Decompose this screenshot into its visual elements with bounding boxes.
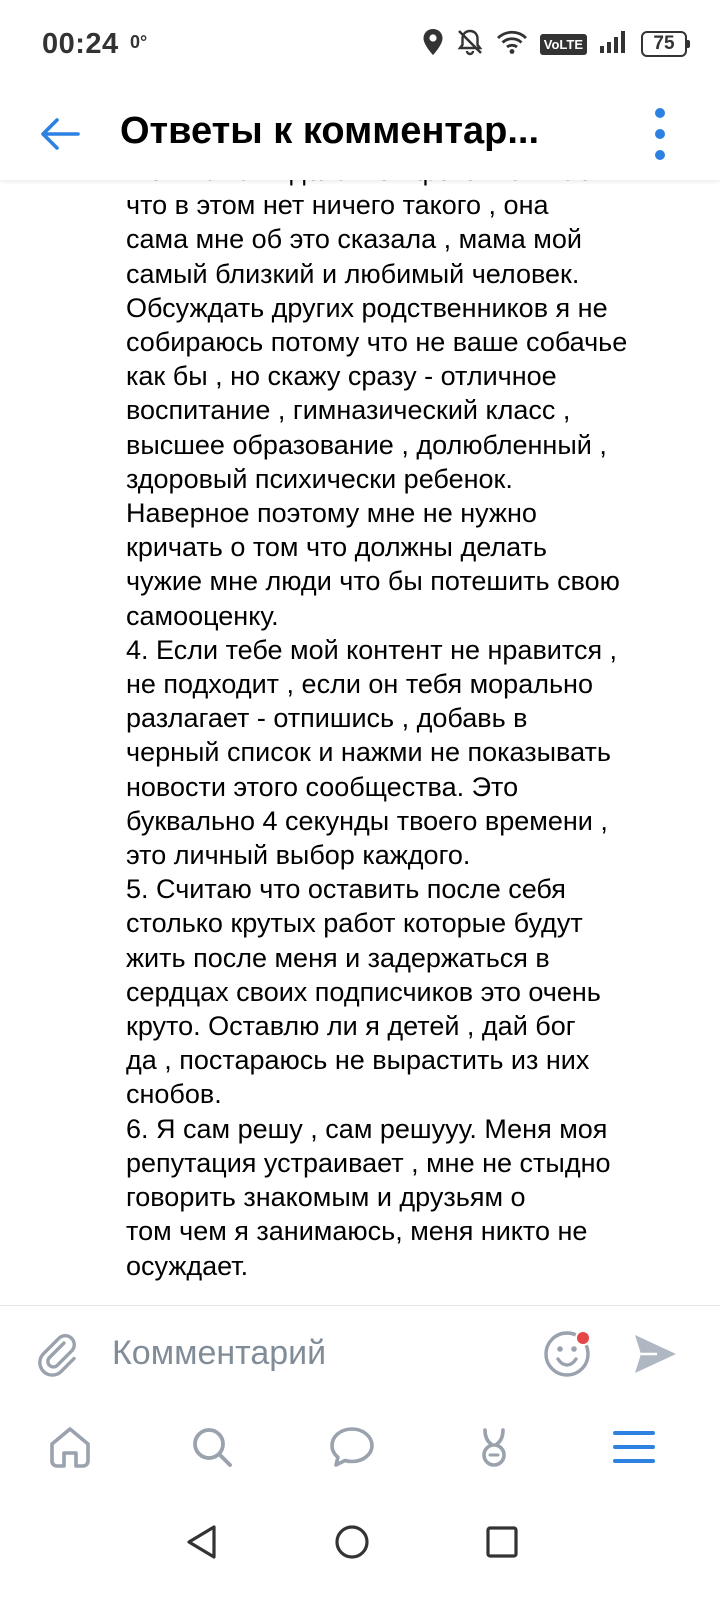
comment-line: не подходит , если он тебя морально — [126, 669, 593, 700]
tab-search[interactable] — [188, 1423, 236, 1471]
menu-icon — [611, 1424, 657, 1470]
comment-line: да , постараюсь не вырастить из них — [126, 1045, 590, 1076]
comment-line: 4. Если тебе мой контент не нравится , — [126, 634, 618, 665]
comment-input[interactable] — [112, 1330, 512, 1376]
status-icons — [422, 24, 690, 64]
comment-line: том чем я занимаюсь, меня никто не — [126, 1216, 588, 1247]
comment-line: говорить знакомым и друзьям о — [126, 1182, 526, 1213]
volte-icon: VoLTE — [540, 34, 587, 55]
system-home-button[interactable] — [332, 1522, 372, 1562]
more-vertical-icon — [655, 108, 665, 118]
comment-line: здоровый психически ребенок. — [126, 463, 513, 494]
comment-line: сама мне об это сказала , мама мой — [126, 224, 582, 255]
home-circle-icon — [334, 1524, 370, 1560]
tab-home[interactable] — [46, 1423, 94, 1471]
comment-line: это личный выбор каждого. — [126, 840, 471, 871]
comment-line: Обсуждать других родственников я не — [126, 292, 608, 323]
battery-level: 75 — [641, 31, 687, 57]
comment-line: воспитание , гимназический класс , — [126, 395, 571, 426]
comment-thread[interactable] — [0, 180, 720, 1305]
mute-icon — [456, 28, 484, 61]
comment-line: разлагает - отпишись , добавь в — [126, 703, 528, 734]
send-icon — [632, 1332, 678, 1376]
tab-menu[interactable] — [610, 1423, 658, 1471]
comment-line: что в этом нет ничего такого , она — [126, 190, 549, 221]
comment-line: 5. Считаю что оставить после себя — [126, 874, 566, 905]
recents-square-icon — [485, 1525, 519, 1559]
comment-line: сердцах своих подписчиков это очень — [126, 976, 601, 1007]
system-back-button[interactable] — [182, 1522, 222, 1562]
page-title: Ответы к комментар... — [120, 110, 540, 152]
battery-icon — [641, 31, 690, 57]
comment-line: 6. Я сам решу , сам решууу. Меня моя — [126, 1113, 608, 1144]
home-icon — [47, 1424, 93, 1470]
back-triangle-icon — [185, 1524, 219, 1560]
comment-line: самооценку. — [126, 600, 279, 631]
comment-line: осуждает. — [126, 1250, 249, 1281]
clips-icon — [471, 1424, 517, 1470]
back-button[interactable] — [36, 110, 84, 158]
location-icon — [422, 28, 444, 61]
tab-clips[interactable] — [470, 1423, 518, 1471]
system-navigation-bar — [0, 1494, 720, 1604]
comment-line: снобов. — [126, 1079, 222, 1110]
comment-line: кричать о том что должны делать — [126, 532, 547, 563]
bottom-tab-bar — [0, 1399, 720, 1494]
paperclip-icon — [34, 1330, 82, 1378]
status-time: 00:24 — [42, 28, 119, 60]
comment-line: репутация устраивает , мне не стыдно — [126, 1147, 611, 1178]
comment-line: жить после меня и задержаться в — [126, 942, 550, 973]
emoji-button[interactable] — [543, 1330, 591, 1378]
comment-line: самый близкий и любимый человек. — [126, 258, 580, 289]
comment-line: круто. Оставлю ли я детей , дай бог — [126, 1011, 576, 1042]
comment-line: новости этого сообщества. Это — [126, 771, 519, 802]
comment-line: собираюсь потому что не ваше собачье — [126, 327, 628, 358]
notification-dot — [575, 1330, 591, 1346]
comment-line: чужие мне люди что бы потешить свою — [126, 566, 620, 597]
app-header — [0, 90, 720, 180]
status-bar — [0, 0, 720, 90]
messages-icon — [328, 1424, 376, 1470]
comment-line: столько крутых работ которые будут — [126, 908, 583, 939]
status-temperature: 0° — [130, 32, 148, 52]
comment-line: буквально 4 секунды твоего времени , — [126, 805, 608, 836]
tab-messages[interactable] — [328, 1423, 376, 1471]
wifi-icon — [496, 29, 528, 60]
search-icon — [189, 1424, 235, 1470]
comment-text — [126, 154, 696, 1283]
comment-line: как бы , но скажу сразу - отличное — [126, 361, 557, 392]
more-options-button[interactable] — [648, 108, 672, 160]
attach-button[interactable] — [34, 1330, 82, 1378]
comment-line: Наверное поэтому мне не нужно — [126, 498, 537, 529]
send-button[interactable] — [632, 1332, 678, 1376]
system-recents-button[interactable] — [482, 1522, 522, 1562]
arrow-left-icon — [40, 117, 80, 151]
comment-line: высшее образование , долюбленный , — [126, 429, 607, 460]
comment-line: черный список и нажми не показывать — [126, 737, 611, 768]
comment-composer — [0, 1305, 720, 1400]
signal-icon — [599, 30, 629, 59]
